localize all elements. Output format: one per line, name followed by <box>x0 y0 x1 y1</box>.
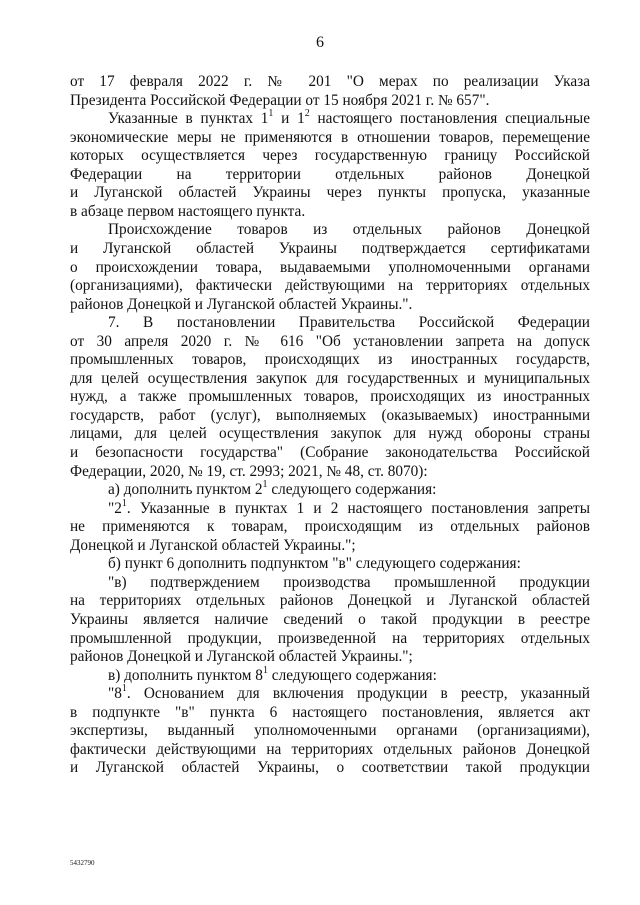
text-line <box>70 350 590 369</box>
text-line <box>70 517 590 536</box>
text-segment: а) дополнить пунктом 2 <box>108 481 263 499</box>
text-segment: о происхождении товара, выдаваемыми уполномоченными органами <box>70 258 590 276</box>
text-segment: на территориях отдельных районов Донецкой и Луганской областей <box>70 592 590 610</box>
text-segment: настоящего постановления специальные <box>309 110 590 128</box>
text-segment: и Луганской областей Украины подтверждается сертификатами <box>70 240 590 257</box>
text-line <box>70 424 590 443</box>
text-segment: нужд, а также промышленных товаров, происходящих из иностранных <box>70 388 590 406</box>
text-segment: в абзаце первом настоящего пункта. <box>70 202 306 220</box>
text-line <box>70 332 590 351</box>
text-segment: и безопасности государства" (Собрание законодательства Российской <box>70 444 590 461</box>
text-line <box>70 443 590 462</box>
text-line <box>70 128 590 147</box>
text-segment: экспертизы, выданный уполномоченными органами (организациями), <box>70 722 590 740</box>
text-line <box>108 109 590 128</box>
text-line <box>70 591 590 610</box>
text-line <box>70 295 590 314</box>
superscript: 1 <box>121 683 127 695</box>
text-segment: в) дополнить пунктом 8 <box>108 666 263 684</box>
text-line <box>70 91 590 110</box>
text-segment: промышленных товаров, происходящих из иностранных государств, <box>70 351 590 369</box>
document-code: 5432790 <box>70 859 95 867</box>
text-line <box>70 647 590 666</box>
text-segment: от 30 апреля 2020 г. № 616 "Об установлении запрета на допуск <box>70 332 590 350</box>
text-line <box>70 369 590 388</box>
superscript: 1 <box>121 497 127 509</box>
text-line <box>70 183 590 202</box>
text-line <box>70 258 590 277</box>
text-segment: для целей осуществления закупок для государственных и муниципальных <box>70 369 590 387</box>
superscript: 1 <box>262 479 268 491</box>
text-line <box>108 684 590 703</box>
text-segment: . Основанием для включения продукции в реестр, указанный <box>126 685 590 703</box>
text-segment: . Указанные в пунктах 1 и 2 настоящего постановления запреты <box>126 499 590 517</box>
text-line <box>108 220 590 239</box>
text-segment: и Луганской областей Украины через пункты пропуска, указанные <box>70 184 590 202</box>
text-segment: и 1 <box>273 110 305 128</box>
text-line <box>70 629 590 648</box>
text-segment: б) пункт 6 дополнить подпунктом "в" следующего содержания: <box>108 555 521 573</box>
text-line <box>70 72 590 91</box>
text-line <box>70 536 590 555</box>
text-line <box>70 165 590 184</box>
superscript: 1 <box>268 108 274 120</box>
text-segment: промышленной продукции, произведенной на территориях отдельных <box>70 629 590 647</box>
text-line <box>70 239 590 258</box>
text-line <box>108 313 590 332</box>
text-segment: лицами, для целей осуществления закупок для нужд обороны страны <box>70 425 590 443</box>
text-segment: 7. В постановлении Правительства Российской Федерации <box>108 314 590 332</box>
text-segment: следующего содержания: <box>267 481 437 499</box>
text-line <box>70 721 590 740</box>
text-segment: Украины является наличие сведений о такой продукции в реестре <box>70 611 590 628</box>
text-segment: (организациями), фактически действующими на территориях отдельных <box>70 277 590 295</box>
text-line <box>70 276 590 295</box>
text-segment: "8 <box>108 685 122 703</box>
text-segment: Президента Российской Федерации от 15 ноября 2021 г. № 657". <box>70 91 490 109</box>
superscript: 1 <box>262 664 268 676</box>
text-segment: районов Донецкой и Луганской областей Украины."; <box>70 648 413 666</box>
text-line <box>70 387 590 406</box>
text-line <box>108 666 590 685</box>
text-segment: которых осуществляется через государственную границу Российской <box>70 147 590 165</box>
text-segment: "в) подтверждением производства промышленной продукции <box>108 573 590 591</box>
text-line <box>108 554 590 573</box>
text-segment: Происхождение товаров из отдельных районов Донецкой <box>108 221 590 239</box>
text-segment: экономические меры не применяются в отношении товаров, перемещение <box>70 128 590 146</box>
text-segment: в подпункте "в" пункта 6 настоящего постановления, является акт <box>70 703 590 721</box>
text-line <box>70 758 590 777</box>
superscript: 2 <box>304 108 310 120</box>
text-line <box>70 462 590 481</box>
text-segment: и Луганской областей Украины, о соответствии такой продукции <box>70 759 590 777</box>
text-line <box>70 703 590 722</box>
text-segment: "2 <box>108 499 122 517</box>
text-line <box>70 406 590 425</box>
text-line <box>70 610 590 629</box>
text-segment: следующего содержания: <box>267 666 437 684</box>
text-line <box>108 499 590 518</box>
text-segment: не применяются к товарам, происходящим из отдельных районов <box>70 518 590 536</box>
text-line <box>108 573 590 592</box>
text-segment: Донецкой и Луганской областей Украины."; <box>70 536 356 554</box>
text-segment: фактически действующими на территориях отдельных районов Донецкой <box>70 740 590 758</box>
text-line <box>70 146 590 165</box>
text-segment: от 17 февраля 2022 г. № 201 "О мерах по реализации Указа <box>70 73 590 90</box>
text-segment: Федерации на территории отдельных районов Донецкой <box>70 165 590 183</box>
text-segment: Указанные в пунктах 1 <box>108 110 269 128</box>
text-line <box>70 740 590 759</box>
text-segment: Федерации, 2020, № 19, ст. 2993; 2021, № 48, ст. 8070): <box>70 462 428 480</box>
text-line <box>70 202 590 221</box>
page-number: 6 <box>316 34 324 51</box>
text-segment: районов Донецкой и Луганской областей Украины.". <box>70 295 413 313</box>
text-line <box>108 480 590 499</box>
text-segment: государств, работ (услуг), выполняемых (оказываемых) иностранными <box>70 406 590 424</box>
